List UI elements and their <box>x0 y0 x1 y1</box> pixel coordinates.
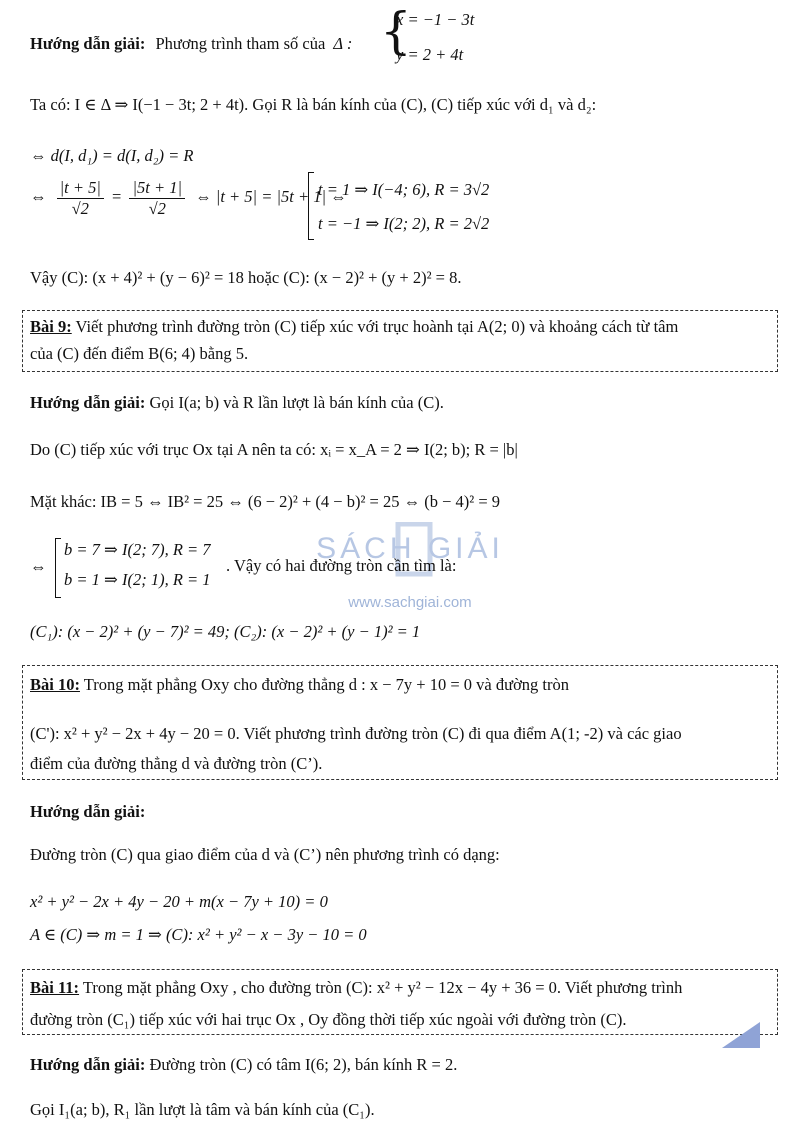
exercise-9-text-1: Viết phương trình đường tròn (C) tiếp xúc với trục hoành tại A(2; 0) và khoảng cách từ tâm <box>75 317 679 336</box>
solution-9-arrow: ⇔ <box>30 557 47 576</box>
solution-11-text-1: Đường tròn (C) có tâm I(6; 2), bán kính R = 2. <box>149 1055 458 1074</box>
exercise-10-text-1: Trong mặt phẳng Oxy cho đường thẳng d : x − 7y + 10 = 0 và đường tròn <box>83 675 569 694</box>
system-eq-2: y = 2 + 4t <box>396 45 464 64</box>
solution-10-eq-1: x² + y² − 2x + 4y − 20 + m(x − 7y + 10) = 0 <box>30 892 328 911</box>
case-2: t = −1 ⇒ I(2; 2), R = 2√2 <box>318 214 490 233</box>
equiv-arrow: ⇔ <box>30 187 47 207</box>
solution-9-after: . Vậy có hai đường tròn cần tìm là: <box>226 556 457 575</box>
exercise-10-text-3: điểm của đường thẳng d và đường tròn (C’). <box>30 754 323 773</box>
solution-10-eq-2: A ∈ (C) ⇒ m = 1 ⇒ (C): x² + y² − x − 3y − 10 = 0 <box>30 925 367 944</box>
exercise-9-line-1 <box>30 317 678 337</box>
exercise-11-text-1: Trong mặt phẳng Oxy , cho đường tròn (C): x² + y² − 12x − 4y + 36 = 0. Viết phương trình <box>82 978 683 997</box>
solution-9-bracket <box>55 538 61 598</box>
line-vay: Vậy (C): (x + 4)² + (y − 6)² = 18 hoặc (C): (x − 2)² + (y + 2)² = 8. <box>30 268 462 287</box>
fraction-2-den: √2 <box>148 198 166 218</box>
exercise-11-label: Bài 11: <box>30 978 80 997</box>
fraction-1-den: √2 <box>71 198 89 218</box>
solution-11-text-2: Gọi I₁(a; b), R₁ lần lượt là tâm và bán kính của (C₁). <box>30 1100 375 1119</box>
solution-9-text-2: Do (C) tiếp xúc với trục Ox tại A nên ta có: xᵢ = x_A = 2 ⇒ I(2; b); R = |b| <box>30 440 518 459</box>
exercise-9-label: Bài 9: <box>30 317 72 336</box>
corner-triangle-icon <box>722 1020 762 1050</box>
hint-delta: Δ : <box>333 34 353 53</box>
solution-11-line-1 <box>30 1055 457 1075</box>
system-brace: { <box>380 2 412 60</box>
solution-9-line-1 <box>30 393 444 413</box>
solution-9-case-1: b = 7 ⇒ I(2; 7), R = 7 <box>64 540 211 559</box>
fraction-1-num: |t + 5| <box>57 178 104 199</box>
exercise-11-line-1 <box>30 978 682 998</box>
exercise-10-line-1 <box>30 675 569 695</box>
equals-sign: = <box>112 187 122 207</box>
frac-mid: ⇔ |t + 5| = |5t + 1| ⇔ <box>195 187 347 207</box>
solution-11-label: Hướng dẫn giải: <box>30 1055 146 1074</box>
fraction-1 <box>57 178 104 219</box>
solution-9-case-2: b = 1 ⇒ I(2; 1), R = 1 <box>64 570 211 589</box>
solution-9-result: (C₁): (x − 2)² + (y − 7)² = 49; (C₂): (x − 2)² + (y − 1)² = 1 <box>30 622 421 641</box>
line-dist: ⇔ d(I, d₁) = d(I, d₂) = R <box>30 146 194 165</box>
exercise-10-text-2: (C'): x² + y² − 2x + 4y − 20 = 0. Viết phương trình đường tròn (C) đi qua điểm A(1; -2) và các giao <box>30 724 682 743</box>
fraction-2 <box>129 178 185 219</box>
solution-9-label: Hướng dẫn giải: <box>30 393 146 412</box>
hint-text: Phương trình tham số của <box>155 34 326 53</box>
watermark-brand: SÁCH GIẢI <box>316 532 504 565</box>
exercise-11-text-2: đường tròn (C₁) tiếp xúc với hai trục Ox , Oy đồng thời tiếp xúc ngoài với đường tròn (C). <box>30 1010 627 1029</box>
solution-9-text-1: Gọi I(a; b) và R lần lượt là bán kính của (C). <box>149 393 444 412</box>
line-taco: Ta có: I ∈ Δ ⇒ I(−1 − 3t; 2 + 4t). Gọi R là bán kính của (C), (C) tiếp xúc với d₁ và d₂: <box>30 95 597 114</box>
line-frac <box>30 178 347 219</box>
case-1: t = 1 ⇒ I(−4; 6), R = 3√2 <box>318 180 490 199</box>
exercise-9-text-2: của (C) đến điểm B(6; 4) bằng 5. <box>30 344 249 363</box>
hint-label: Hướng dẫn giải: <box>30 34 146 53</box>
solution-9-text-3: Mặt khác: IB = 5 ⇔ IB² = 25 ⇔ (6 − 2)² + (4 − b)² = 25 ⇔ (b − 4)² = 9 <box>30 492 501 511</box>
solution-10-label: Hướng dẫn giải: <box>30 802 146 821</box>
case-bracket <box>308 172 314 240</box>
watermark-url: www.sachgiai.com <box>348 594 472 611</box>
exercise-10-label: Bài 10: <box>30 675 80 694</box>
hint-intro <box>30 34 352 54</box>
fraction-2-num: |5t + 1| <box>129 178 185 199</box>
system-eq-1: x = −1 − 3t <box>396 10 475 29</box>
solution-10-text-1: Đường tròn (C) qua giao điểm của d và (C’) nên phương trình có dạng: <box>30 845 500 864</box>
